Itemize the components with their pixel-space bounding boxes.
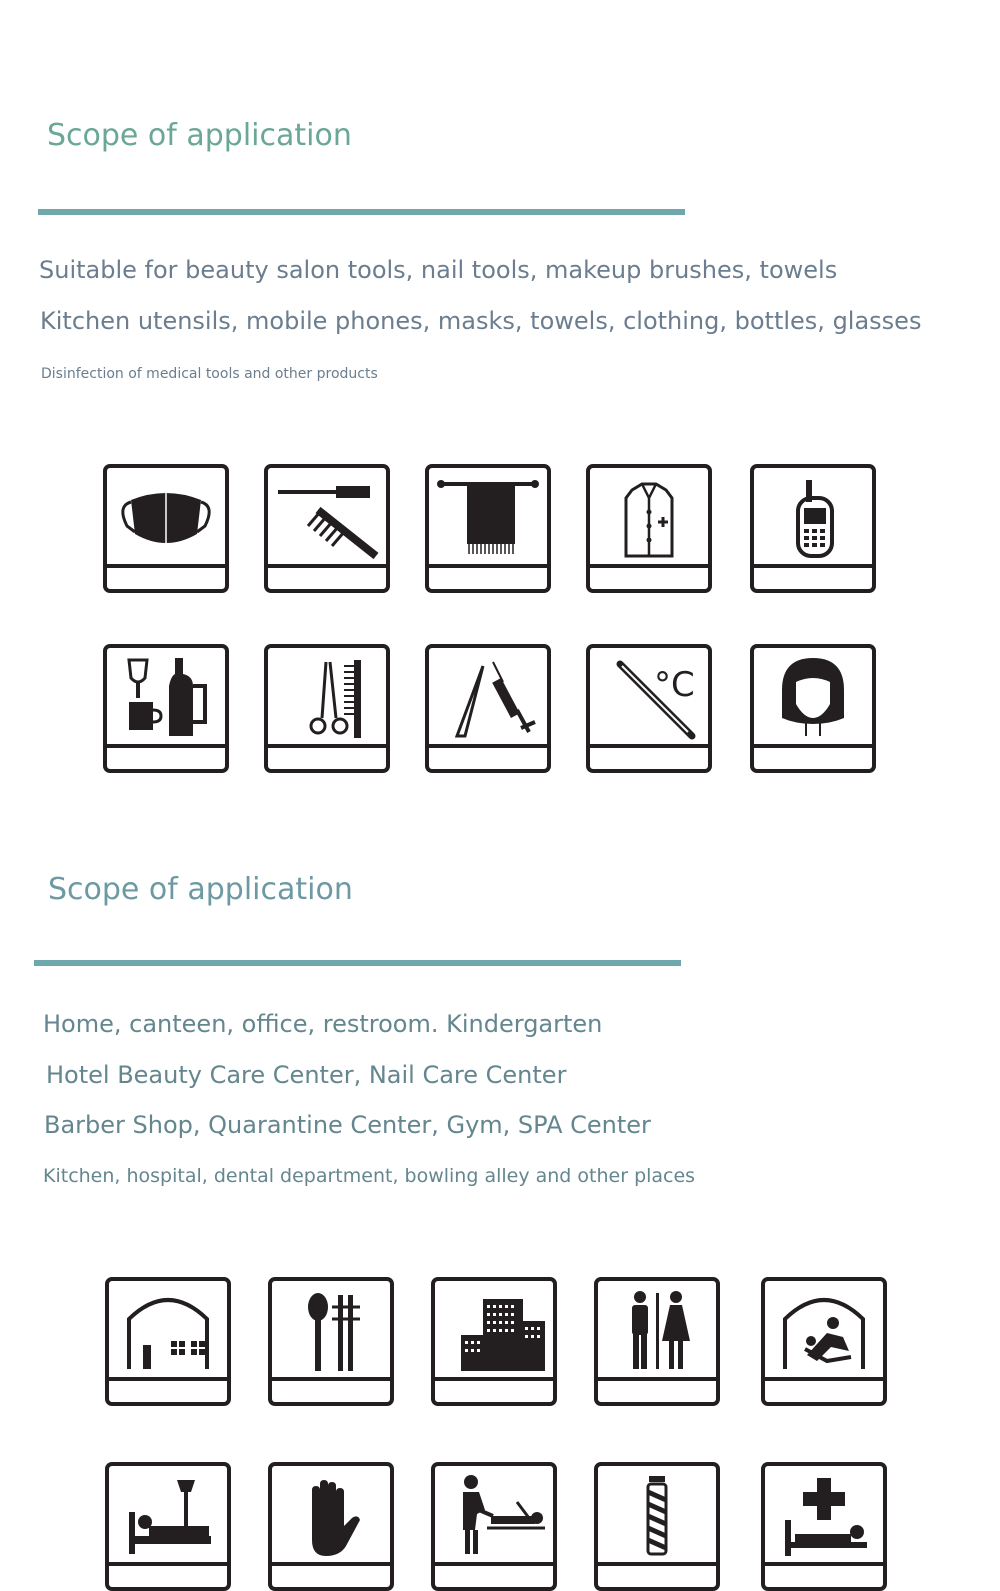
hand-nail-icon: [268, 1462, 394, 1591]
scope-line: Home, canteen, office, restroom. Kindergarten: [43, 1010, 603, 1038]
scope-line: Hotel Beauty Care Center, Nail Care Center: [46, 1061, 567, 1089]
hospital-bed-icon: [761, 1462, 887, 1591]
shirt-icon: [586, 464, 712, 593]
scope-line: Kitchen utensils, mobile phones, masks, towels, clothing, bottles, glasses: [40, 307, 922, 335]
massage-icon: [431, 1462, 557, 1591]
spoon-chopsticks-icon: [268, 1277, 394, 1406]
celsius-label: °C: [654, 665, 695, 705]
scope-line: Suitable for beauty salon tools, nail tools, makeup brushes, towels: [39, 256, 838, 284]
mobile-phone-icon: [750, 464, 876, 593]
mask-icon: [103, 464, 229, 593]
scope-line: Kitchen, hospital, dental department, bowling alley and other places: [43, 1165, 696, 1187]
section-title: Scope of application: [48, 872, 353, 907]
scope-line: Barber Shop, Quarantine Center, Gym, SPA Center: [44, 1111, 651, 1139]
tweezers-syringe-icon: [425, 644, 551, 773]
thermometer-celsius-icon: [586, 644, 712, 773]
house-icon: [105, 1277, 231, 1406]
kindergarten-icon: [761, 1277, 887, 1406]
title-divider: [34, 960, 681, 966]
scope-line: Disinfection of medical tools and other products: [41, 366, 378, 382]
barber-pole-icon: [594, 1462, 720, 1591]
scissors-comb-icon: [264, 644, 390, 773]
office-buildings-icon: [431, 1277, 557, 1406]
section-title: Scope of application: [47, 118, 352, 153]
restroom-icon: [594, 1277, 720, 1406]
hotel-bed-icon: [105, 1462, 231, 1591]
woman-hair-icon: [750, 644, 876, 773]
cups-bottle-icon: [103, 644, 229, 773]
towel-icon: [425, 464, 551, 593]
title-divider: [38, 209, 685, 215]
toothbrush-comb-icon: [264, 464, 390, 593]
